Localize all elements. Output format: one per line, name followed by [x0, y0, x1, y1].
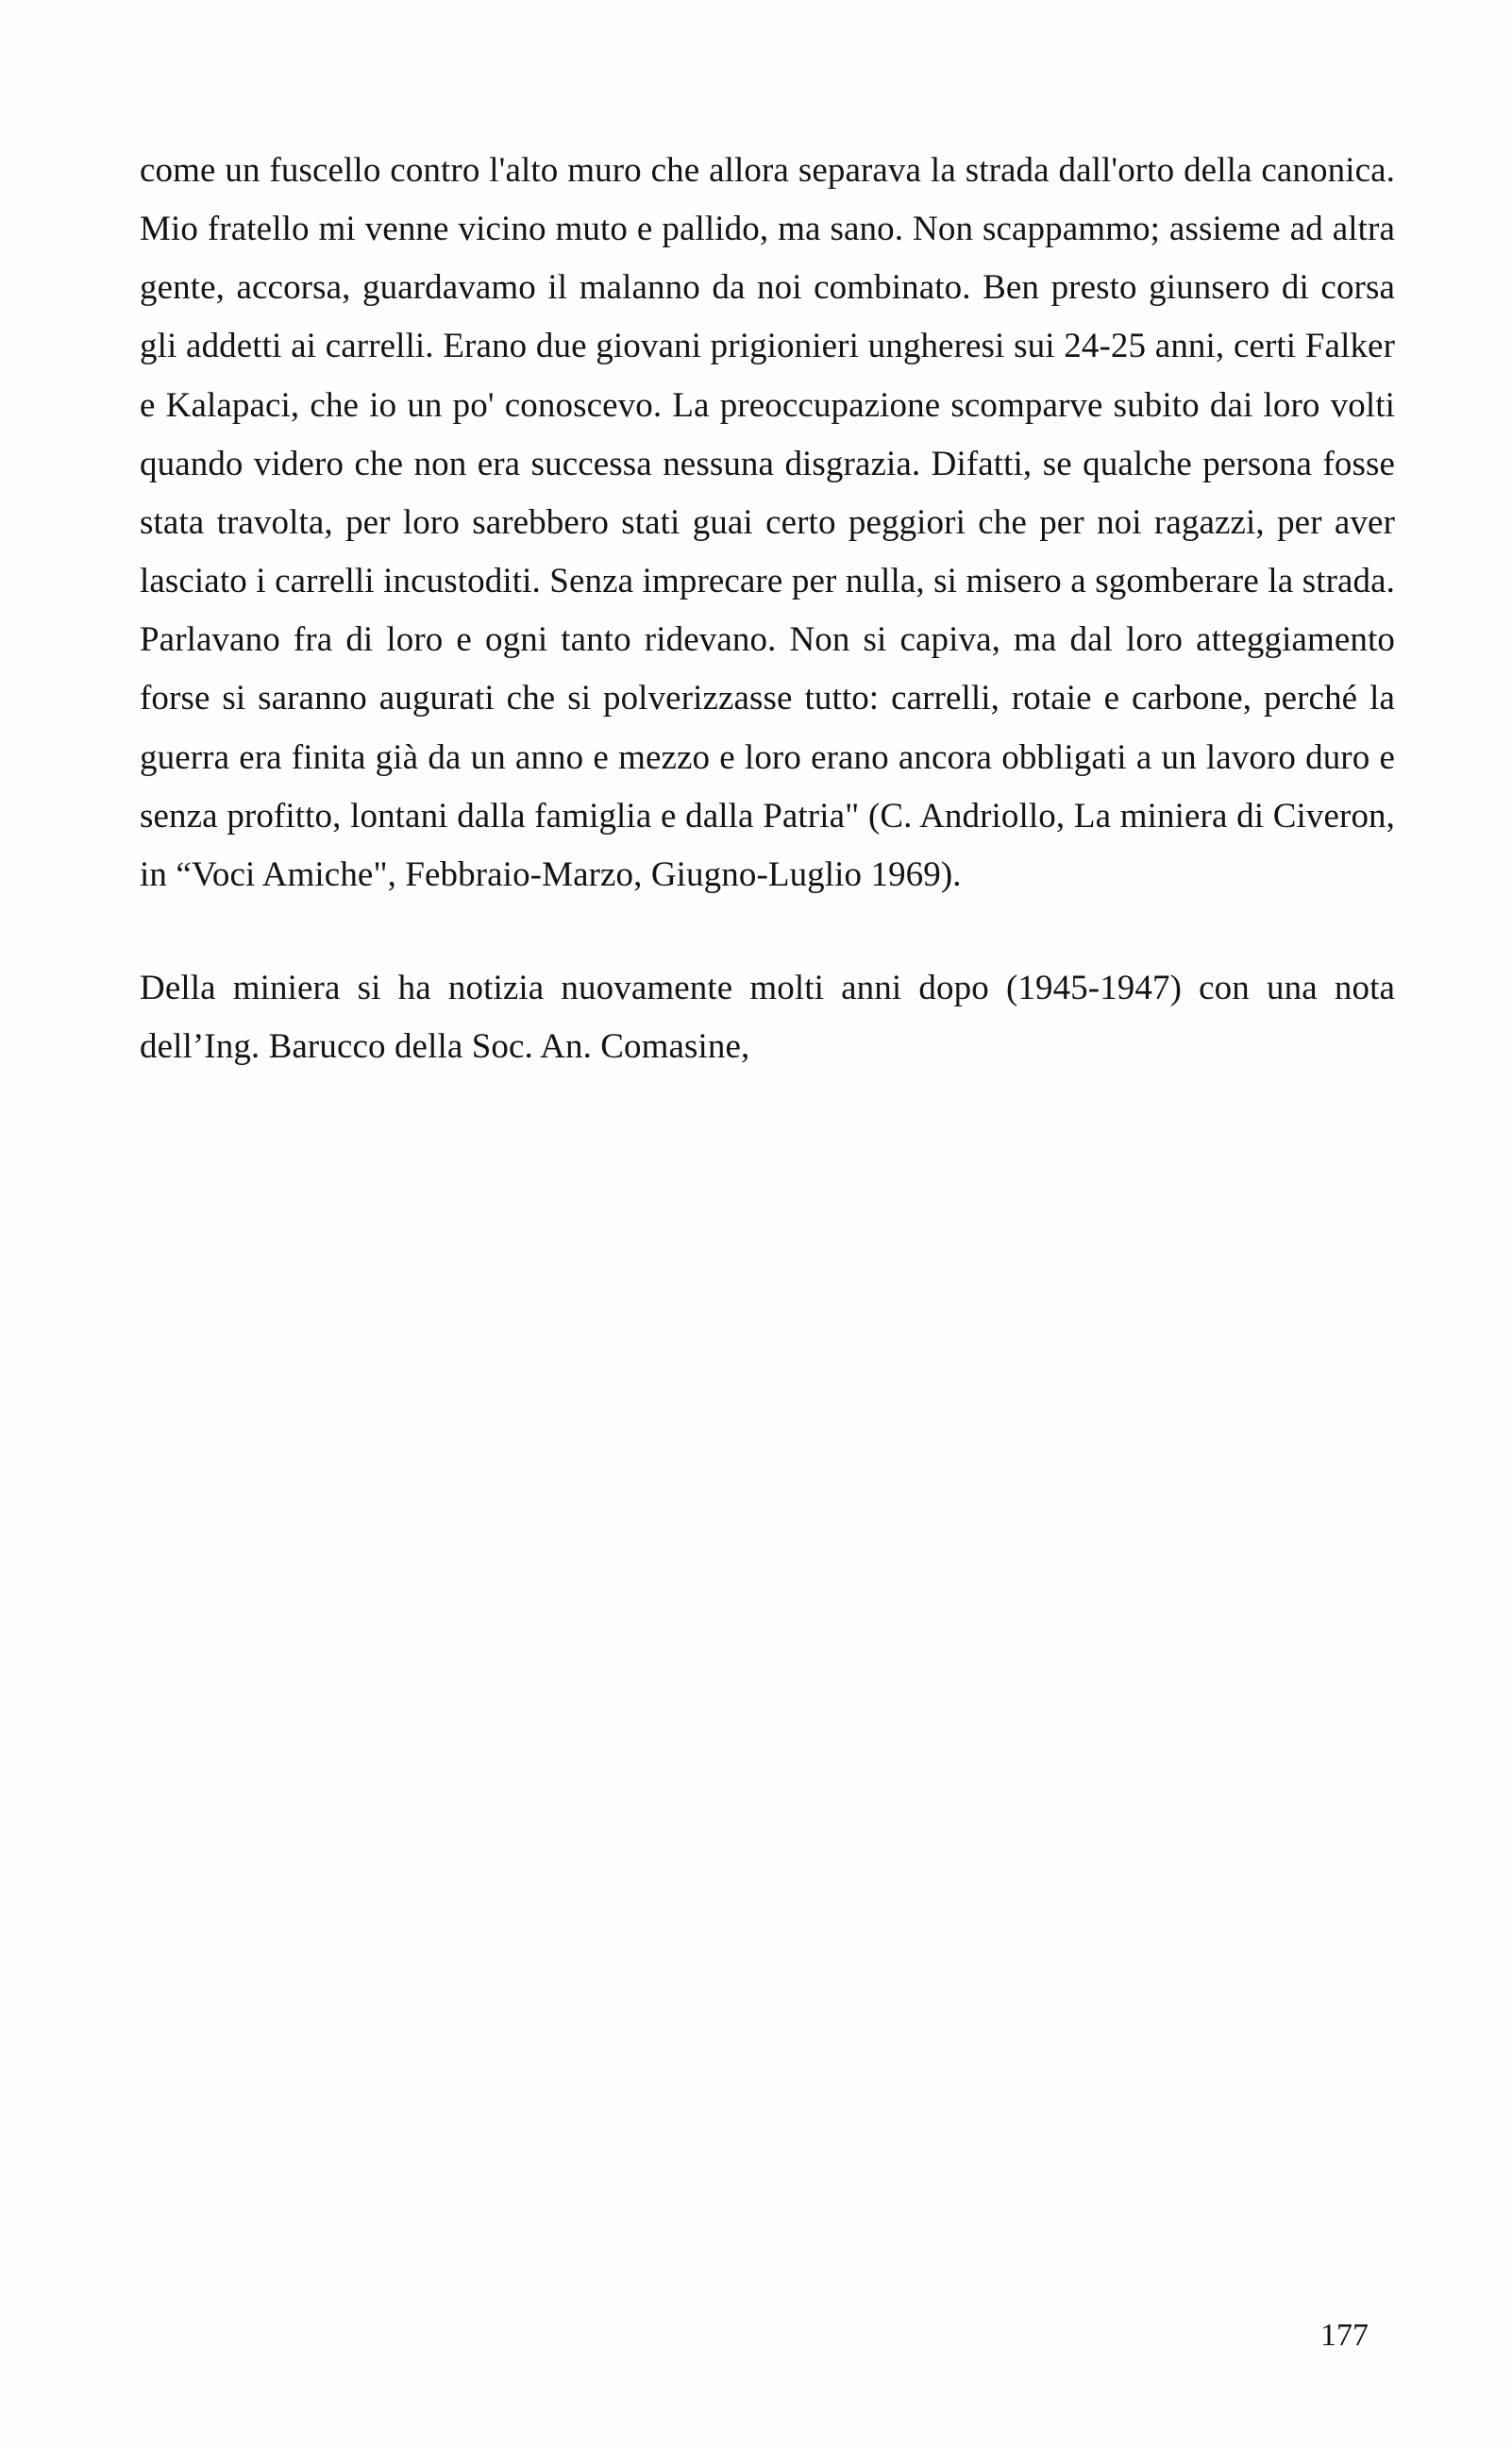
- paragraph-1: come un fuscello contro l'alto muro che allora separava la strada dall'orto della canonica. Mio fratello mi venne vicino muto e pallido, ma sano. Non scappammo; assieme ad altra gente, accorsa, guardavamo il malanno da noi combinato. Ben presto giunsero di corsa gli addetti ai carrelli. Erano due giovani prigionieri ungheresi sui 24-25 anni, certi Falker e Kalapaci, che io un po' conoscevo. La preoccupazione scomparve subito dai loro volti quando videro che non era successa nessuna disgrazia. Difatti, se qualche persona fosse stata travolta, per loro sarebbero stati guai certo peggiori che per noi ragazzi, per aver lasciato i carrelli incustoditi. Senza imprecare per nulla, si misero a sgomberare la strada. Parlavano fra di loro e ogni tanto ridevano. Non si capiva, ma dal loro atteggiamento forse si saranno augurati che si polverizzasse tutto: carrelli, rotaie e carbone, perché la guerra era finita già da un anno e mezzo e loro erano ancora obbligati a un lavoro duro e senza profitto, lontani dalla famiglia e dalla Patria" (C. Andriollo, La miniera di Civeron, in “Voci Amiche", Febbraio-Marzo, Giugno-Luglio 1969).: [140, 151, 1395, 894]
- page-number: 177: [1320, 2318, 1369, 2353]
- page-text-body: [140, 142, 1395, 1076]
- paragraph-2: Della miniera si ha notizia nuovamente molti anni dopo (1945-1947) con una nota dell’Ing. Barucco della Soc. An. Comasine,: [140, 969, 1395, 1067]
